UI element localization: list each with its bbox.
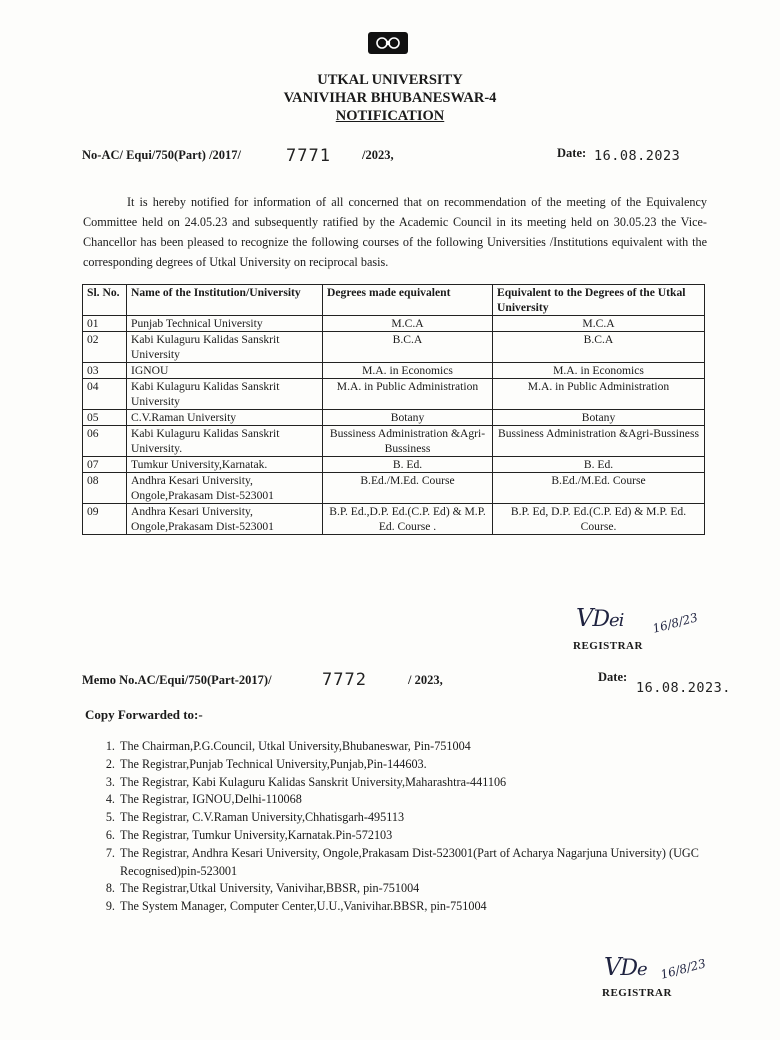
cell-institution: Kabi Kulaguru Kalidas Sanskrit University.	[127, 426, 323, 457]
cell-sl-no: 06	[83, 426, 127, 457]
list-item: 2. The Registrar,Punjab Technical University,Punjab,Pin-144603.	[118, 756, 738, 774]
university-logo	[368, 32, 408, 54]
header-equivalent-utkal: Equivalent to the Degrees of the Utkal University	[493, 285, 705, 316]
cell-degree-made-equivalent: Bussiness Administration &Agri-Bussiness	[323, 426, 493, 457]
list-item: 7. The Registrar, Andhra Kesari University, Ongole,Prakasam Dist-523001(Part of Acharya Nagarjuna University) (UGC Recognised)pin-523001	[118, 845, 738, 881]
reference-number-prefix: No-AC/ Equi/750(Part) /2017/	[82, 148, 242, 162]
reference-date-handwritten: 16.08.2023	[594, 148, 681, 164]
cell-degree-made-equivalent: M.C.A	[323, 316, 493, 332]
cell-equivalent-utkal: Botany	[493, 410, 705, 426]
table-row	[83, 457, 705, 473]
cell-institution: Andhra Kesari University, Ongole,Prakasam Dist-523001	[127, 473, 323, 504]
registrar-signature-2: VDe	[604, 953, 647, 981]
list-item: 1. The Chairman,P.G.Council, Utkal University,Bhubaneswar, Pin-751004	[118, 738, 738, 756]
signature-1-date: 16/8/23	[650, 610, 700, 636]
reference-number-handwritten: 7771	[286, 146, 331, 166]
cell-degree-made-equivalent: Botany	[323, 410, 493, 426]
university-address: VANIVIHAR BHUBANESWAR-4	[283, 90, 497, 106]
cell-degree-made-equivalent: M.A. in Public Administration	[323, 379, 493, 410]
table-row	[83, 410, 705, 426]
table-row	[83, 332, 705, 363]
cell-sl-no: 07	[83, 457, 127, 473]
cell-institution: Tumkur University,Karnatak.	[127, 457, 323, 473]
cell-degree-made-equivalent: B. Ed.	[323, 457, 493, 473]
cell-sl-no: 03	[83, 363, 127, 379]
cell-sl-no: 01	[83, 316, 127, 332]
cell-sl-no: 09	[83, 504, 127, 535]
table-row	[83, 316, 705, 332]
cell-institution: IGNOU	[127, 363, 323, 379]
copy-forwarded-heading: Copy Forwarded to:-	[85, 707, 203, 722]
table-row	[83, 363, 705, 379]
university-name: UTKAL UNIVERSITY	[317, 72, 463, 88]
cell-institution: Andhra Kesari University, Ongole,Prakasam Dist-523001	[127, 504, 323, 535]
registrar-title-1: REGISTRAR	[573, 640, 643, 652]
cell-equivalent-utkal: Bussiness Administration &Agri-Bussiness	[493, 426, 705, 457]
cell-equivalent-utkal: B.Ed./M.Ed. Course	[493, 473, 705, 504]
registrar-signature-1: VDei	[576, 604, 624, 632]
equivalency-table	[82, 284, 705, 535]
memo-number-suffix: / 2023,	[408, 673, 443, 687]
header-degrees-made-equivalent: Degrees made equivalent	[323, 285, 493, 316]
cell-equivalent-utkal: B.P. Ed, D.P. Ed.(C.P. Ed) & M.P. Ed. Course.	[493, 504, 705, 535]
memo-date-label: Date:	[598, 670, 628, 684]
header-institution: Name of the Institution/University	[127, 285, 323, 316]
emblem-icon	[373, 35, 403, 51]
cell-equivalent-utkal: B. Ed.	[493, 457, 705, 473]
cell-institution: Kabi Kulaguru Kalidas Sanskrit University	[127, 332, 323, 363]
table-header-row	[83, 285, 705, 316]
list-item: 8. The Registrar,Utkal University, Vanivihar,BBSR, pin-751004	[118, 880, 738, 898]
list-item: 6. The Registrar, Tumkur University,Karnatak.Pin-572103	[118, 827, 738, 845]
cell-sl-no: 04	[83, 379, 127, 410]
cell-institution: Kabi Kulaguru Kalidas Sanskrit University	[127, 379, 323, 410]
cell-sl-no: 05	[83, 410, 127, 426]
copy-forwarded-list	[92, 738, 738, 916]
cell-equivalent-utkal: M.A. in Economics	[493, 363, 705, 379]
cell-equivalent-utkal: M.A. in Public Administration	[493, 379, 705, 410]
cell-institution: C.V.Raman University	[127, 410, 323, 426]
list-item: 3. The Registrar, Kabi Kulaguru Kalidas Sanskrit University,Maharashtra-441106	[118, 774, 738, 792]
table-row	[83, 504, 705, 535]
list-item: 9. The System Manager, Computer Center,U.U.,Vanivihar.BBSR, pin-751004	[118, 898, 738, 916]
cell-sl-no: 08	[83, 473, 127, 504]
cell-degree-made-equivalent: B.P. Ed.,D.P. Ed.(C.P. Ed) & M.P. Ed. Course .	[323, 504, 493, 535]
cell-degree-made-equivalent: B.C.A	[323, 332, 493, 363]
cell-institution: Punjab Technical University	[127, 316, 323, 332]
registrar-title-2: REGISTRAR	[602, 987, 672, 999]
table-row	[83, 426, 705, 457]
notification-heading: NOTIFICATION	[335, 108, 445, 124]
cell-equivalent-utkal: M.C.A	[493, 316, 705, 332]
list-item: 5. The Registrar, C.V.Raman University,Chhatisgarh-495113	[118, 809, 738, 827]
cell-degree-made-equivalent: B.Ed./M.Ed. Course	[323, 473, 493, 504]
notification-body	[83, 192, 707, 272]
notification-body-text: It is hereby notified for information of all concerned that on recommendation of the meeting of the Equivalency Committee held on 24.05.23 and subsequently ratified by the Academic Council in its meeting held on 30.05.23 the Vice-Chancellor has been pleased to recognize the following courses of the following Universities /Institutions equivalent with the corresponding degrees of Utkal University on reciprocal basis.	[83, 195, 707, 269]
reference-number-suffix: /2023,	[362, 148, 394, 162]
header-sl-no: Sl. No.	[83, 285, 127, 316]
list-item: 4. The Registrar, IGNOU,Delhi-110068	[118, 791, 738, 809]
table-row	[83, 379, 705, 410]
reference-date-label: Date:	[557, 146, 587, 160]
cell-equivalent-utkal: B.C.A	[493, 332, 705, 363]
cell-sl-no: 02	[83, 332, 127, 363]
memo-date-handwritten: 16.08.2023.	[636, 680, 731, 696]
cell-degree-made-equivalent: M.A. in Economics	[323, 363, 493, 379]
memo-number-handwritten: 7772	[322, 670, 367, 690]
table-row	[83, 473, 705, 504]
memo-number-prefix: Memo No.AC/Equi/750(Part-2017)/	[82, 673, 272, 687]
signature-2-date: 16/8/23	[658, 956, 708, 982]
